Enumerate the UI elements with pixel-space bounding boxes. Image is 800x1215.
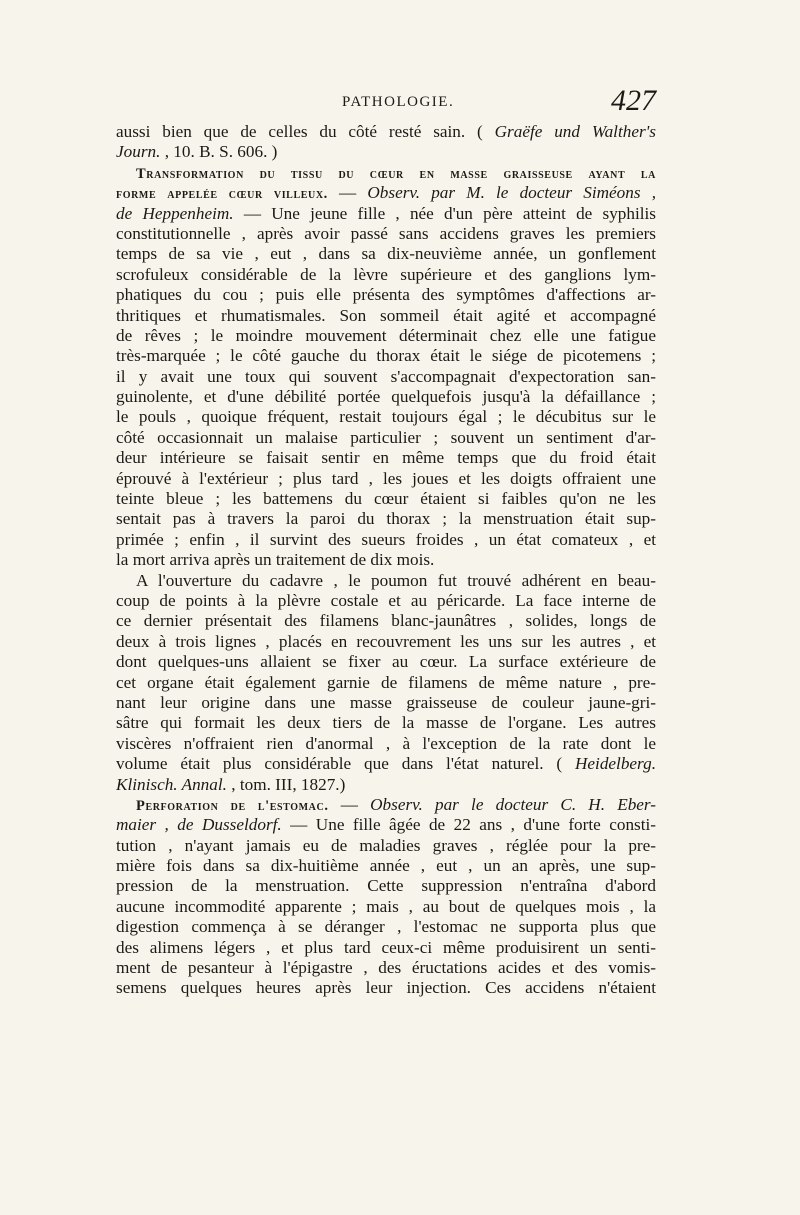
text-line — [116, 244, 656, 264]
text-run: maier , de Dusseldorf. — [116, 815, 282, 835]
text-run: aucune incommodité apparente ; mais , au bout de quelques mois , la — [116, 896, 656, 916]
text-run: — Une jeune fille , née d'un père atteint de syphilis — [233, 203, 656, 223]
text-run: Observ. par le docteur C. H. Eber- — [370, 794, 656, 814]
text-line — [116, 571, 656, 591]
text-run: sâtre qui formait les deux tiers de la masse de l'organe. Les autres — [116, 713, 656, 733]
text-run: teinte bleue ; les battemens du cœur étaient si faibles qu'on ne les — [116, 489, 656, 509]
text-run: guinolente, et d'une débilité portée quelquefois jusqu'à la défaillance ; — [116, 387, 656, 407]
text-line — [116, 652, 656, 672]
text-line — [116, 265, 656, 285]
text-run: phatiques du cou ; puis elle présenta des symptômes d'affections ar- — [116, 285, 656, 305]
text-line — [116, 142, 656, 162]
text-run: le pouls , quoique fréquent, restait toujours égal ; le décubitus sur le — [116, 407, 656, 427]
text-line — [116, 713, 656, 733]
text-run: digestion commença à se déranger , l'estomac ne supporta plus que — [116, 917, 656, 937]
text-run: semens quelques heures après leur injection. Ces accidens n'étaient — [116, 978, 656, 998]
text-run: deux à trois lignes , placés en recouvrement les uns sur les autres , et — [116, 631, 656, 651]
text-run: mière fois dans sa dix-huitième année , eut , un an après, une sup- — [116, 856, 656, 876]
text-run: viscères n'offraient rien d'anormal , à l'exception de la rate dont le — [116, 733, 656, 753]
body-text — [116, 122, 656, 999]
text-line — [116, 795, 656, 815]
running-head: PATHOLOGIE. — [342, 94, 455, 110]
text-line — [116, 775, 656, 795]
text-run: , tom. III, 1827.) — [226, 774, 346, 794]
text-run: — — [327, 183, 368, 203]
text-line — [116, 978, 656, 998]
text-run: cet organe était également garnie de filamens de même nature , pre- — [116, 672, 656, 692]
text-run: Klinisch. Annal. — [116, 774, 227, 794]
text-run: volume était plus considérable que dans l'état naturel. ( — [116, 754, 576, 774]
text-run: aussi bien que de celles du côté resté sain. ( — [116, 122, 495, 141]
text-line — [116, 448, 656, 468]
text-line — [116, 509, 656, 529]
text-line — [116, 530, 656, 550]
text-line — [116, 897, 656, 917]
text-run: la mort arriva après un traitement de dix mois. — [116, 550, 435, 570]
text-line — [116, 611, 656, 631]
text-run: nant leur origine dans une masse graisseuse de couleur jaune-gri- — [116, 692, 656, 712]
text-line — [116, 734, 656, 754]
text-line — [116, 489, 656, 509]
text-run: primée ; enfin , il survint des sueurs froides , un état comateux , et — [116, 529, 656, 549]
text-line — [116, 285, 656, 305]
text-line — [116, 917, 656, 937]
text-run: — — [328, 794, 371, 814]
text-run: éprouvé à l'extérieur ; plus tard , les joues et les doigts offraient une — [116, 468, 656, 488]
text-line — [116, 958, 656, 978]
text-run: sentait pas à travers la paroi du thorax ; la menstruation était sup- — [116, 509, 656, 529]
text-run: Heidelberg. — [575, 754, 656, 774]
text-run: côté occasionnait un malaise particulier ; souvent un sentiment d'ar- — [116, 427, 656, 447]
text-run: très-marquée ; le côté gauche du thorax était le siége de picotemens ; — [116, 346, 656, 366]
text-run: — Une fille âgée de 22 ans , d'une forte consti- — [281, 815, 656, 835]
text-run: A l'ouverture du cadavre , le poumon fut trouvé adhérent en beau- — [136, 570, 656, 590]
text-run: temps de sa vie , eut , dans sa dix-neuvième année, un gonflement — [116, 244, 656, 264]
text-run: ment de pesanteur à l'épigastre , des éructations acides et des vomis- — [116, 958, 656, 978]
text-line — [116, 163, 656, 183]
text-line — [116, 673, 656, 693]
text-line — [116, 306, 656, 326]
text-run: pression de la menstruation. Cette suppression n'entraîna d'abord — [116, 876, 656, 896]
page-number: 427 — [611, 84, 656, 117]
section-heading: Transformation du tissu du cœur en masse graisseuse ayant la — [136, 165, 656, 182]
text-run: ce dernier présentait des filamens blanc-jaunâtres , solides, longs de — [116, 611, 656, 631]
text-line — [116, 224, 656, 244]
text-line — [116, 204, 656, 224]
text-run: coup de points à la plèvre costale et au péricarde. La face interne de — [116, 590, 656, 610]
section-heading: forme appelée cœur villeux. — [116, 186, 328, 203]
text-run: Journ. — [116, 142, 161, 162]
page-header — [116, 84, 656, 124]
text-line — [116, 346, 656, 366]
text-run: dont quelques-uns allaient se fixer au cœur. La surface extérieure de — [116, 652, 656, 672]
text-run: il y avait une toux qui souvent s'accompagnait d'expectoration san- — [116, 366, 656, 386]
text-run: des alimens légers , et plus tard ceux-ci même produisirent un senti- — [116, 937, 656, 957]
text-line — [116, 876, 656, 896]
text-run: Graëfe und Walther's — [494, 122, 656, 141]
text-line — [116, 326, 656, 346]
text-run: , 10. B. S. 606. ) — [160, 142, 278, 162]
section-heading: Perforation de l'estomac. — [136, 797, 329, 814]
text-run: Observ. par M. le docteur Siméons , — [367, 183, 656, 203]
text-run: tution , n'ayant jamais eu de maladies graves , réglée pour la pre- — [116, 835, 656, 855]
text-line — [116, 591, 656, 611]
text-run: thritiques et rhumatismales. Son sommeil était agité et accompagné — [116, 305, 656, 325]
text-line — [116, 815, 656, 835]
text-run: de rêves ; le moindre mouvement déterminait chez elle une fatigue — [116, 325, 656, 345]
text-line — [116, 122, 656, 142]
text-line — [116, 183, 656, 203]
text-line — [116, 428, 656, 448]
text-line — [116, 550, 656, 570]
text-line — [116, 367, 656, 387]
text-line — [116, 754, 656, 774]
text-line — [116, 836, 656, 856]
text-run: deur intérieure se faisait sentir en même temps que du froid était — [116, 448, 656, 468]
text-line — [116, 693, 656, 713]
text-line — [116, 387, 656, 407]
text-run: scrofuleux considérable de la lèvre supérieure et des ganglions lym- — [116, 264, 656, 284]
text-line — [116, 938, 656, 958]
text-line — [116, 469, 656, 489]
text-line — [116, 407, 656, 427]
text-line — [116, 856, 656, 876]
text-line — [116, 632, 656, 652]
text-run: de Heppenheim. — [116, 203, 234, 223]
text-run: constitutionnelle , après avoir passé sans accidens graves les premiers — [116, 223, 656, 243]
